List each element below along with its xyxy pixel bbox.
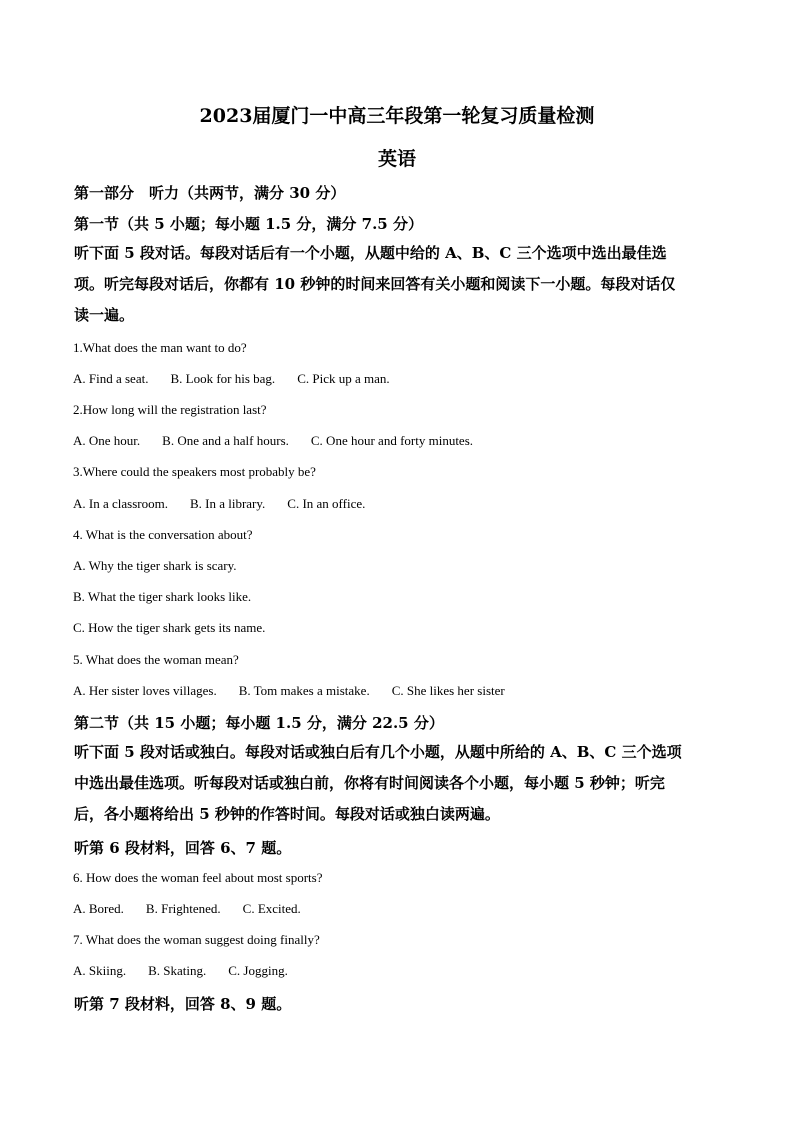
section2-heading: 第二节（共 15 小题；每小题 1.5 分，满分 22.5 分） [74, 714, 444, 732]
question-6-stem: 6. How does the woman feel about most sports? [73, 870, 323, 885]
instruction-line: 读一遍。 [74, 306, 135, 324]
option-a: A. Why the tiger shark is scary. [73, 558, 237, 573]
option-c: C. She likes her sister [391, 683, 505, 698]
option-c: C. Jogging. [228, 963, 288, 978]
instruction-line: 中选出最佳选项。听每段对话或独白前，你将有时间阅读各个小题，每小题 5 秒钟；听完 [74, 774, 665, 792]
instruction-line: 听下面 5 段对话。每段对话后有一个小题，从题中给的 A、B、C 三个选项中选出最佳选 [74, 244, 667, 262]
section2-instructions [74, 737, 724, 830]
option-c: C. In an office. [287, 496, 366, 511]
option-b: B. One and a half hours. [162, 433, 289, 448]
question-3-options [73, 496, 365, 512]
section1-heading: 第一节（共 5 小题；每小题 1.5 分，满分 7.5 分） [74, 215, 423, 233]
question-3-stem: 3.Where could the speakers most probably be? [73, 464, 316, 479]
question-1-options [73, 371, 390, 387]
option-b: B. Frightened. [145, 901, 221, 916]
option-c: C. How the tiger shark gets its name. [73, 620, 266, 635]
material-6-heading: 听第 6 段材料，回答 6、7 题。 [74, 839, 292, 857]
part1-heading: 第一部分 听力（共两节，满分 30 分） [74, 184, 346, 202]
option-a: A. One hour. [73, 433, 141, 448]
option-b: B. Tom makes a mistake. [238, 683, 370, 698]
instruction-line: 听下面 5 段对话或独白。每段对话或独白后有几个小题，从题中所给的 A、B、C 三个选项 [74, 743, 682, 761]
subject-title: 英语 [377, 148, 416, 170]
option-c: C. One hour and forty minutes. [310, 433, 474, 448]
question-2-options [73, 433, 473, 449]
section1-instructions [74, 238, 724, 331]
question-5-stem: 5. What does the woman mean? [73, 652, 239, 667]
exam-title: 2023届厦门一中高三年段第一轮复习质量检测 [199, 105, 595, 127]
question-5-options [73, 683, 505, 699]
option-a: A. In a classroom. [73, 496, 168, 511]
question-6-options [73, 901, 301, 917]
question-7-options [73, 963, 288, 979]
option-b: B. In a library. [189, 496, 266, 511]
question-1-stem: 1.What does the man want to do? [73, 340, 247, 355]
option-a: A. Find a seat. [73, 371, 149, 386]
option-c: C. Excited. [242, 901, 301, 916]
option-b: B. Look for his bag. [170, 371, 276, 386]
question-2-stem: 2.How long will the registration last? [73, 402, 267, 417]
option-a: A. Her sister loves villages. [73, 683, 217, 698]
question-7-stem: 7. What does the woman suggest doing finally? [73, 932, 320, 947]
instruction-line: 后，各小题将给出 5 秒钟的作答时间。每段对话或独白读两遍。 [74, 805, 500, 823]
option-b: B. Skating. [148, 963, 207, 978]
option-a: A. Skiing. [73, 963, 127, 978]
question-4-stem: 4. What is the conversation about? [73, 527, 253, 542]
option-b: B. What the tiger shark looks like. [73, 589, 252, 604]
option-a: A. Bored. [73, 901, 124, 916]
instruction-line: 项。听完每段对话后，你都有 10 秒钟的时间来回答有关小题和阅读下一小题。每段对话仅 [74, 275, 676, 293]
material-7-heading: 听第 7 段材料，回答 8、9 题。 [74, 995, 292, 1013]
option-c: C. Pick up a man. [297, 371, 390, 386]
